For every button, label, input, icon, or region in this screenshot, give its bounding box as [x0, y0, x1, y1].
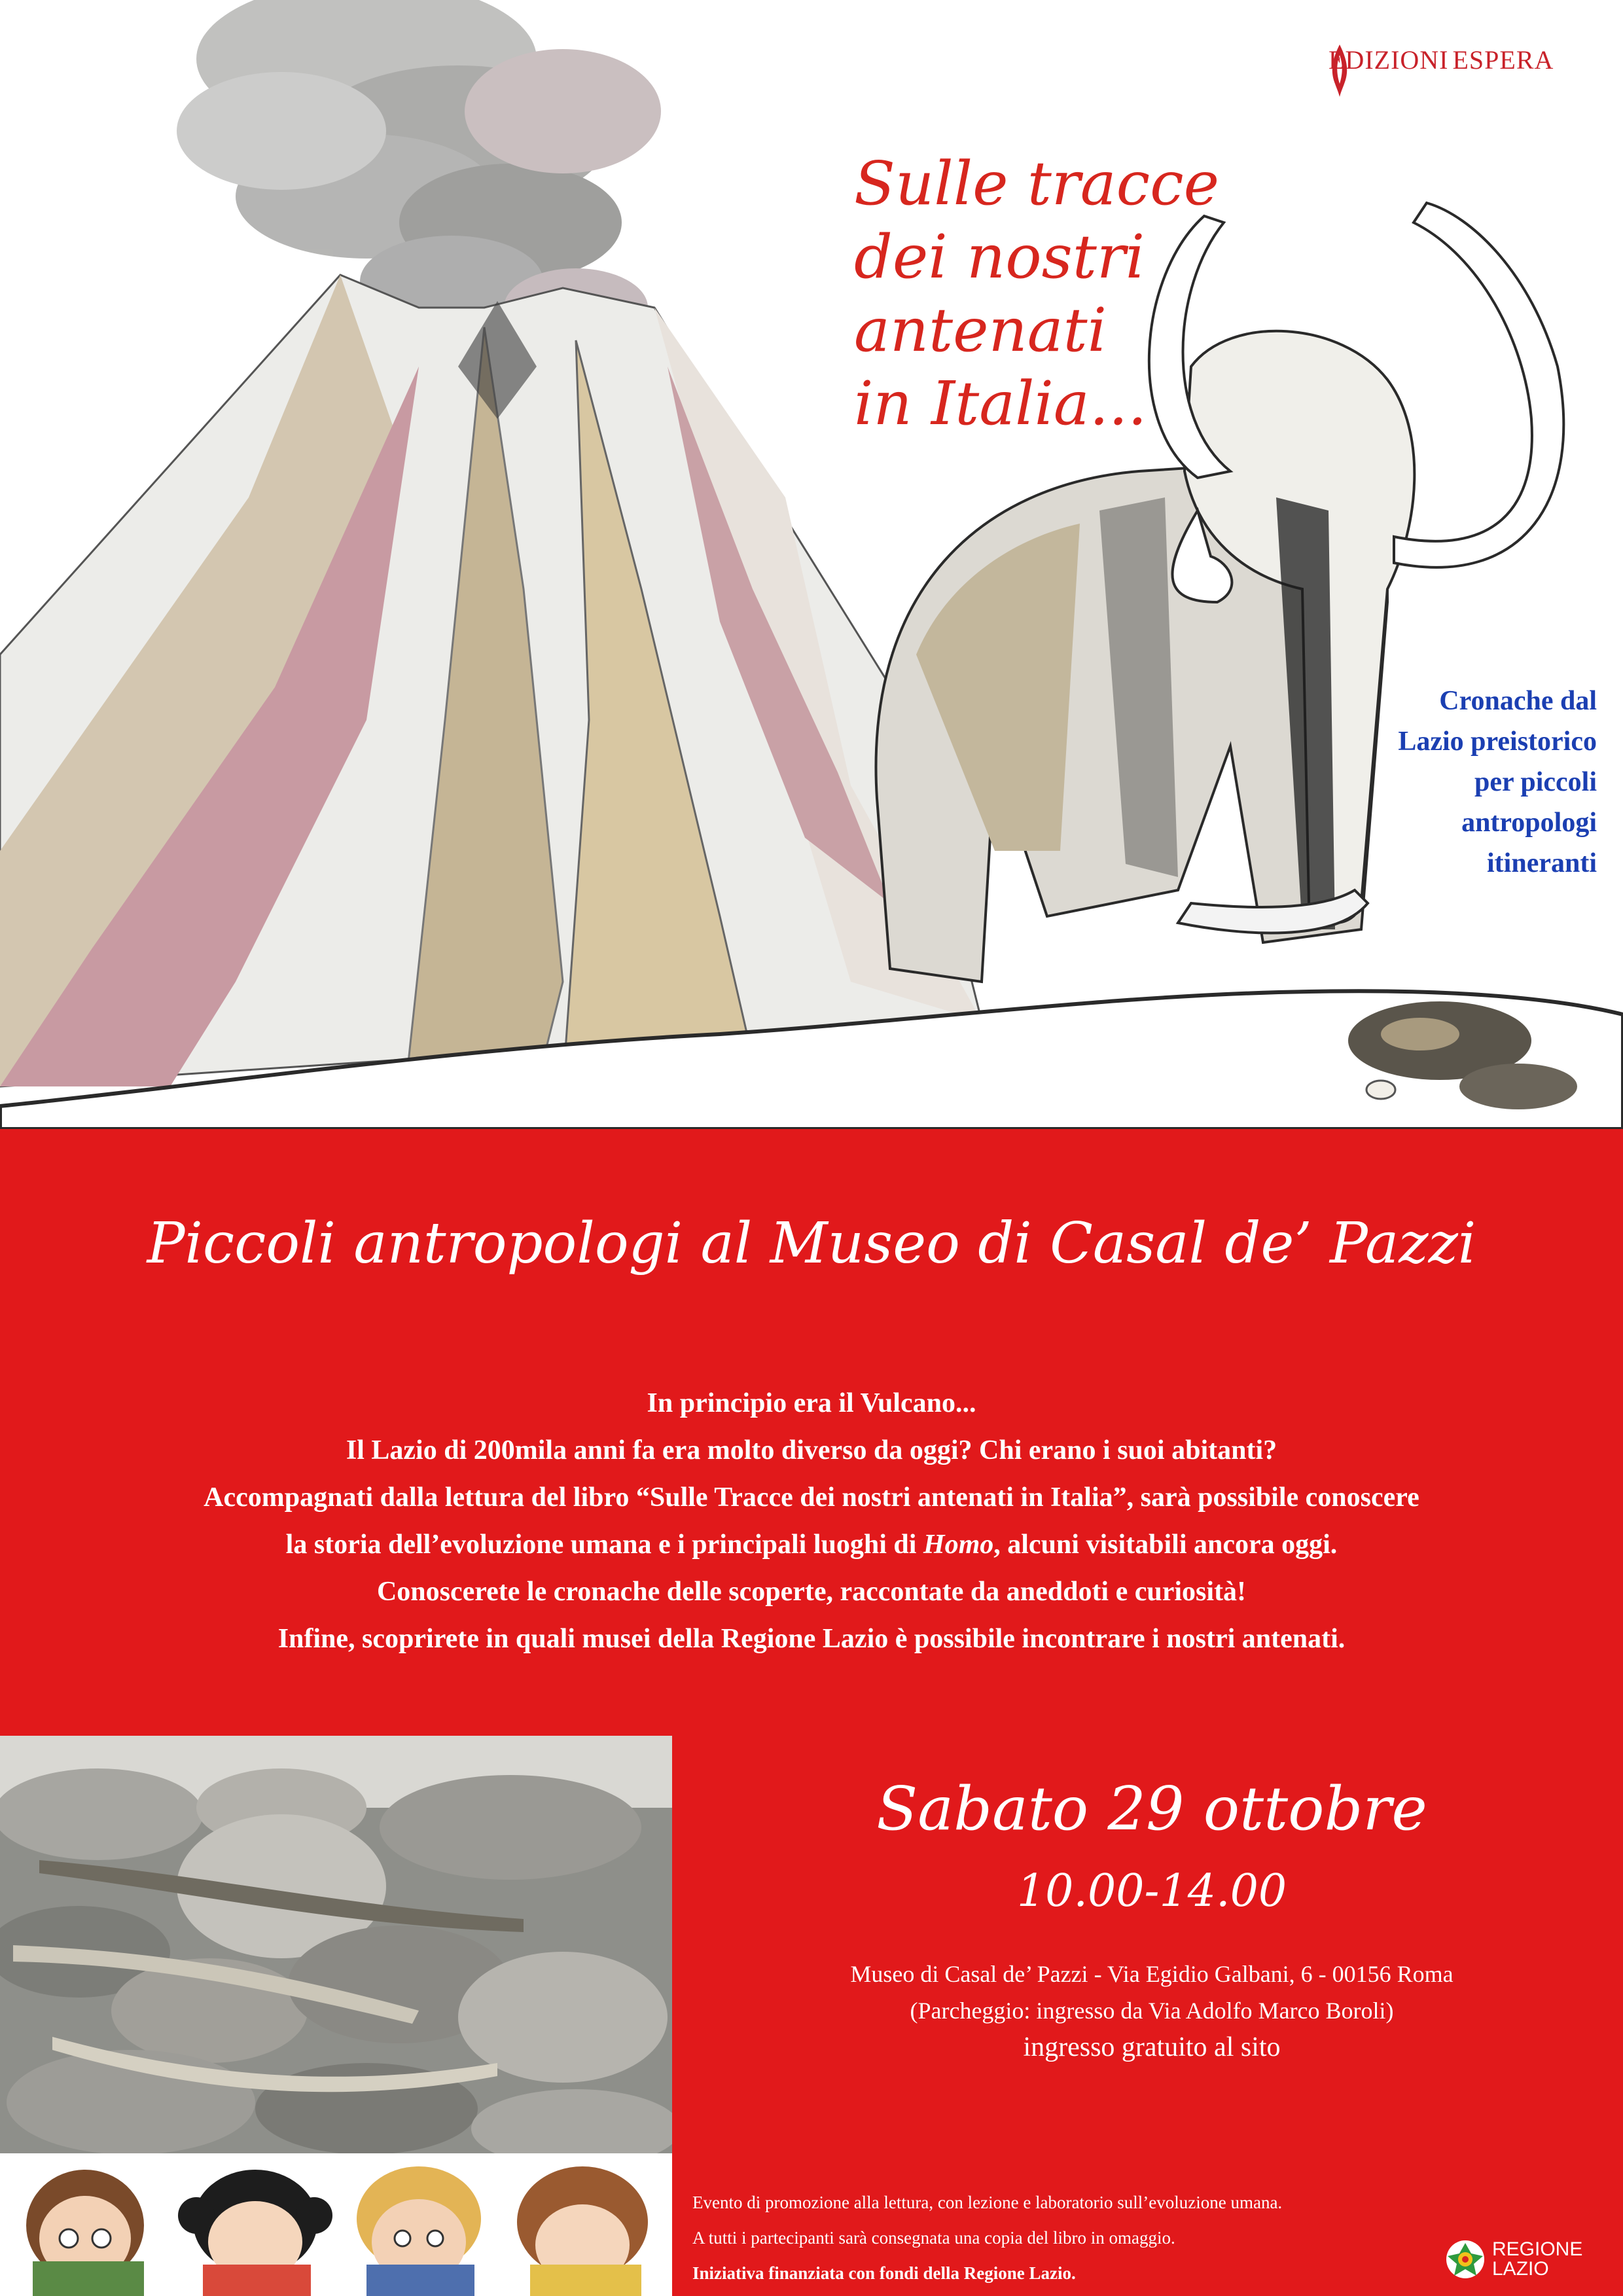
footer-note-3: Iniziativa finanziata con fondi della Regione Lazio.	[692, 2263, 1076, 2283]
publisher-logo	[1329, 45, 1554, 75]
book-title-line-1: Sulle tracce	[854, 149, 1220, 219]
event-venue	[746, 1956, 1558, 2066]
venue-parking: (Parcheggio: ingresso da Via Adolfo Marco Boroli)	[910, 1998, 1394, 2024]
book-subtitle-line-3: per piccoli	[1474, 767, 1597, 797]
event-description	[39, 1380, 1584, 1662]
event-title: Piccoli antropologi al Museo di Casal de’ Pazzi	[147, 1211, 1476, 1276]
book-title-line-4: in Italia...	[854, 368, 1147, 439]
line-4-before: la storia dell’evoluzione umana e i principali luoghi di	[285, 1530, 917, 1560]
museum-photo	[0, 1736, 672, 2153]
book-title	[854, 147, 1312, 440]
regione-lazio-line-1: REGIONE	[1492, 2238, 1583, 2260]
volcano-illustration	[0, 275, 982, 1086]
regione-lazio-logo	[1445, 2233, 1602, 2286]
footer-notes	[692, 2185, 1406, 2291]
event-description-line-4	[39, 1521, 1584, 1568]
footer-note-1: Evento di promozione alla lettura, con lezione e laboratorio sull’evoluzione umana.	[692, 2193, 1283, 2212]
book-subtitle-line-2: Lazio preistorico	[1398, 726, 1597, 757]
fossil-bones-photo	[0, 1736, 672, 2153]
publisher-name-left: EDIZIONI	[1329, 45, 1449, 75]
book-title-line-2: dei nostri	[854, 222, 1145, 292]
publisher-name-right: ESPERA	[1452, 45, 1554, 75]
venue-address: Museo di Casal de’ Pazzi - Via Egidio Galbani, 6 - 00156 Roma	[850, 1961, 1454, 1987]
line-4-italic: Homo	[923, 1530, 994, 1560]
hero-illustration	[0, 0, 1623, 1129]
regione-lazio-text	[1492, 2240, 1582, 2279]
venue-entry: ingresso gratuito al sito	[1023, 2032, 1281, 2062]
publisher-flame-icon	[1329, 45, 1351, 97]
event-description-line-5: Conoscerete le cronache delle scoperte, raccontate da aneddoti e curiosità!	[376, 1577, 1247, 1607]
volcano-mammoth-illustration	[0, 0, 1623, 1129]
line-4-after: , alcuni visitabili ancora oggi.	[993, 1530, 1338, 1560]
regione-lazio-emblem-icon	[1445, 2239, 1486, 2280]
event-time: 10.00-14.00	[1016, 1865, 1287, 1917]
book-subtitle	[1322, 681, 1597, 884]
event-description-line-2: Il Lazio di 200mila anni fa era molto diverso da oggi? Chi erano i suoi abitanti?	[346, 1435, 1277, 1465]
children-illustration	[0, 2153, 672, 2296]
event-date: Sabato 29 ottobre	[876, 1774, 1427, 1844]
footer-note-2: A tutti i partecipanti sarà consegnata una copia del libro in omaggio.	[692, 2228, 1175, 2248]
event-description-line-6: Infine, scoprirete in quali musei della Regione Lazio è possibile incontrare i nostri antenati.	[277, 1624, 1346, 1654]
book-subtitle-line-4: antropologi	[1461, 808, 1597, 838]
regione-lazio-line-2: LAZIO	[1492, 2258, 1549, 2280]
book-subtitle-line-1: Cronache dal	[1439, 686, 1597, 716]
book-subtitle-line-5: itineranti	[1487, 848, 1597, 878]
event-description-line-3: Accompagnati dalla lettura del libro “Sulle Tracce dei nostri antenati in Italia”, sarà possibile conoscere	[204, 1482, 1419, 1513]
book-title-line-3: antenati	[854, 295, 1107, 365]
event-description-line-1: In principio era il Vulcano...	[647, 1388, 976, 1418]
children-reading-illustration	[0, 2153, 672, 2296]
